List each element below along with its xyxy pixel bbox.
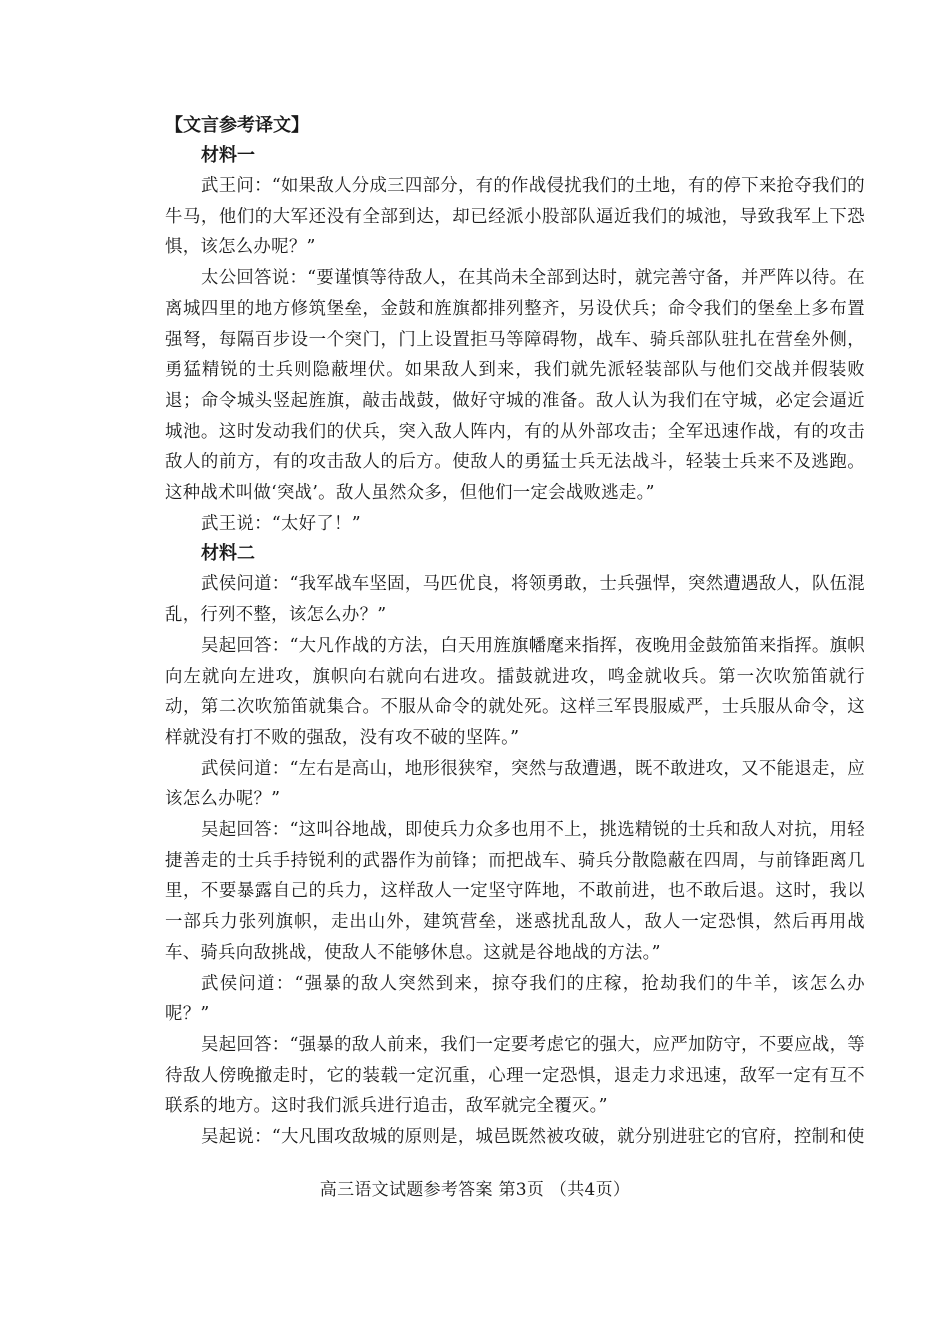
section-material-two <box>165 539 865 1152</box>
section-material-one <box>165 141 865 539</box>
section-title: 材料一 <box>201 145 255 166</box>
document-heading: 【文言参考译文】 <box>165 115 309 136</box>
paragraph: 吴起说：“大凡围攻敌城的原则是，城邑既然被攻破，就分别进驻它的官府，控制和使 <box>201 1127 865 1148</box>
paragraph: 太公回答说：“要谨慎等待敌人，在其尚未全部到达时，就完善守备，并严阵以待。在离城四里的地方修筑堡垒，金鼓和旌旗都排列整齐，另设伏兵；命令我们的堡垒上多布置强弩，每隔百步设一个突门，门上设置拒马等障碍物，战车、骑兵部队驻扎在营垒外侧，勇猛精锐的士兵则隐蔽埋伏。如果敌人到来，我们就先派轻装部队与他们交战并假装败退；命令城头竖起旌旗，敲击战鼓，做好守城的准备。敌人认为我们在守城，必定会逼近城池。这时发动我们的伏兵，突入敌人阵内，有的从外部攻击；全军迅速作战，有的攻击敌人的前方，有的攻击敌人的后方。使敌人的勇猛士兵无法战斗，轻装士兵来不及逃跑。这种战术叫做‘突战’。敌人虽然众多，但他们一定会战败逃走。” <box>165 268 865 504</box>
paragraph: 武侯问道：“强暴的敌人突然到来，掠夺我们的庄稼，抢劫我们的牛羊，该怎么办呢？” <box>165 973 865 1025</box>
paragraph: 武王说：“太好了！” <box>201 513 361 534</box>
paragraph: 武王问：“如果敌人分成三四部分，有的作战侵扰我们的土地，有的停下来抢夺我们的牛马，他们的大军还没有全部到达，却已经派小股部队逼近我们的城池，导致我军上下恐惧，该怎么办呢？” <box>165 176 865 258</box>
paragraph: 武侯问道：“左右是高山，地形很狭窄，突然与敌遭遇，既不敢进攻，又不能退走，应该怎么办呢？” <box>165 758 865 810</box>
paragraph: 吴起回答：“强暴的敌人前来，我们一定要考虑它的强大，应严加防守，不要应战，等待敌人傍晚撤走时，它的装载一定沉重，心理一定恐惧，退走力求迅速，敌军一定有互不联系的地方。这时我们派兵进行追击，敌军就完全覆灭。” <box>165 1034 865 1117</box>
document-body <box>165 111 865 1153</box>
paragraph: 武侯问道：“我军战车坚固，马匹优良，将领勇敢，士兵强悍，突然遭遇敌人，队伍混乱，行列不整，该怎么办？” <box>165 574 865 626</box>
paragraph: 吴起回答：“大凡作战的方法，白天用旌旗幡麾来指挥，夜晚用金鼓笳笛来指挥。旗帜向左就向左进攻，旗帜向右就向右进攻。擂鼓就进攻，鸣金就收兵。第一次吹笳笛就行动，第二次吹笳笛就集合。不服从命令的就处死。这样三军畏服威严，士兵服从命令，这样就没有打不败的强敌，没有攻不破的坚阵。” <box>165 635 865 748</box>
paragraph: 吴起回答：“这叫谷地战，即使兵力众多也用不上，挑选精锐的士兵和敌人对抗，用轻捷善走的士兵手持锐利的武器作为前锋；而把战车、骑兵分散隐蔽在四周，与前锋距离几里，不要暴露自己的兵力，这样敌人一定坚守阵地，不敢前进，也不敢后退。这时，我以一部兵力张列旗帜，走出山外，建筑营垒，迷惑扰乱敌人，敌人一定恐惧，然后再用战车、骑兵向敌挑战，使敌人不能够休息。这就是谷地战的方法。” <box>165 820 865 963</box>
section-title: 材料二 <box>201 543 255 565</box>
page-footer: 高三语文试题参考答案 第3页 （共4页） <box>319 1180 631 1200</box>
